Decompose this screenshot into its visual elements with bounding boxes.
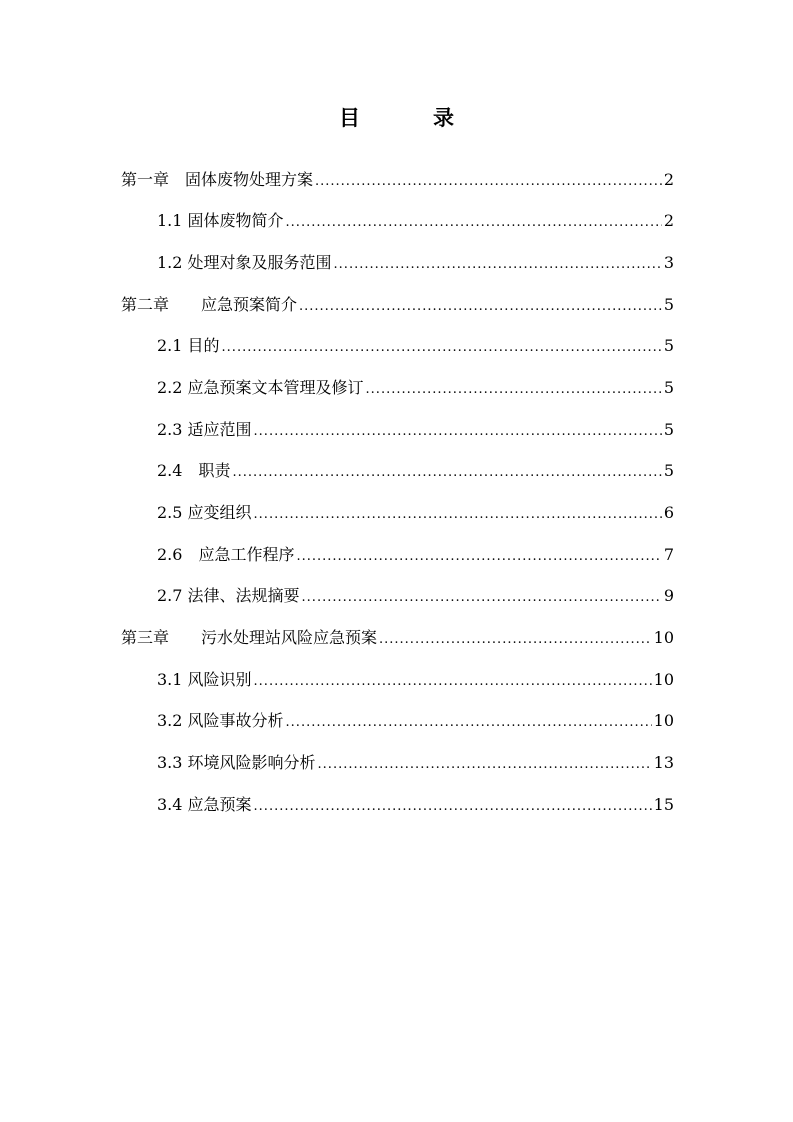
toc-entry-text: 3.3 环境风险影响分析 [157,753,316,772]
toc-entry-page: 5 [663,336,674,355]
toc-leader-dots [254,668,652,696]
toc-entry-text: 2.4 职责 [157,461,231,480]
toc-entry[interactable] [157,582,674,610]
toc-leader-dots [254,501,662,529]
toc-leader-dots [299,293,662,321]
toc-entry-text: 3.1 风险识别 [157,670,252,689]
toc-title: 目 录 [339,105,480,130]
toc-entry-text: 1.2 处理对象及服务范围 [157,253,332,272]
toc-entry-page: 10 [653,711,674,730]
toc-leader-dots [302,584,662,612]
toc-entry-page: 10 [653,670,674,689]
toc-entry[interactable] [157,666,674,694]
toc-entry-page: 7 [663,545,674,564]
toc-entry[interactable] [157,791,674,819]
toc-entry-page: 5 [663,420,674,439]
toc-leader-dots [286,709,652,737]
toc-entry[interactable] [121,291,674,319]
toc-entry-page: 2 [663,211,674,230]
toc-entry[interactable] [157,457,674,485]
toc-entry-text: 1.1 固体废物简介 [157,211,284,230]
toc-entry-page: 5 [663,461,674,480]
toc-leader-dots [334,251,662,279]
toc-entry[interactable] [157,499,674,527]
toc-entry[interactable] [121,624,674,652]
toc-entry[interactable] [157,207,674,235]
toc-entry-text: 2.3 适应范围 [157,420,252,439]
toc-leader-dots [232,459,661,487]
toc-entry-page: 9 [663,586,674,605]
toc-entry-text: 第三章 污水处理站风险应急预案 [121,628,378,647]
toc-entry-page: 5 [663,295,674,314]
toc-leader-dots [254,418,662,446]
toc-entry[interactable] [157,749,674,777]
toc-entry-text: 第一章 固体废物处理方案 [121,170,314,189]
toc-entry[interactable] [157,374,674,402]
toc-entry-text: 2.2 应急预案文本管理及修订 [157,378,364,397]
toc-leader-dots [222,334,662,362]
toc-leader-dots [315,168,662,196]
toc-leader-dots [254,793,652,821]
toc-entry[interactable] [157,707,674,735]
toc-entry-text: 3.4 应急预案 [157,795,252,814]
toc-entry-text: 3.2 风险事故分析 [157,711,284,730]
toc-entry-page: 10 [653,628,674,647]
toc-entry-text: 2.7 法律、法规摘要 [157,586,300,605]
toc-entry[interactable] [157,249,674,277]
toc-leader-dots [379,626,652,654]
toc-entry[interactable] [157,541,674,569]
toc-leader-dots [296,543,661,571]
toc-entry-page: 6 [663,503,674,522]
toc-leader-dots [366,376,662,404]
toc-entry-page: 3 [663,253,674,272]
toc-entry-page: 13 [653,753,674,772]
toc-entry-text: 2.1 目的 [157,336,220,355]
toc-entry-text: 第二章 应急预案简介 [121,295,298,314]
toc-entry[interactable] [157,332,674,360]
toc-entry-page: 2 [663,170,674,189]
toc-entry-page: 15 [653,795,674,814]
toc-entry-text: 2.6 应急工作程序 [157,545,295,564]
toc-entry-text: 2.5 应变组织 [157,503,252,522]
toc-entry-page: 5 [663,378,674,397]
toc-entry[interactable] [157,416,674,444]
toc-leader-dots [318,751,652,779]
toc-entry[interactable] [121,166,674,194]
toc-leader-dots [286,209,662,237]
